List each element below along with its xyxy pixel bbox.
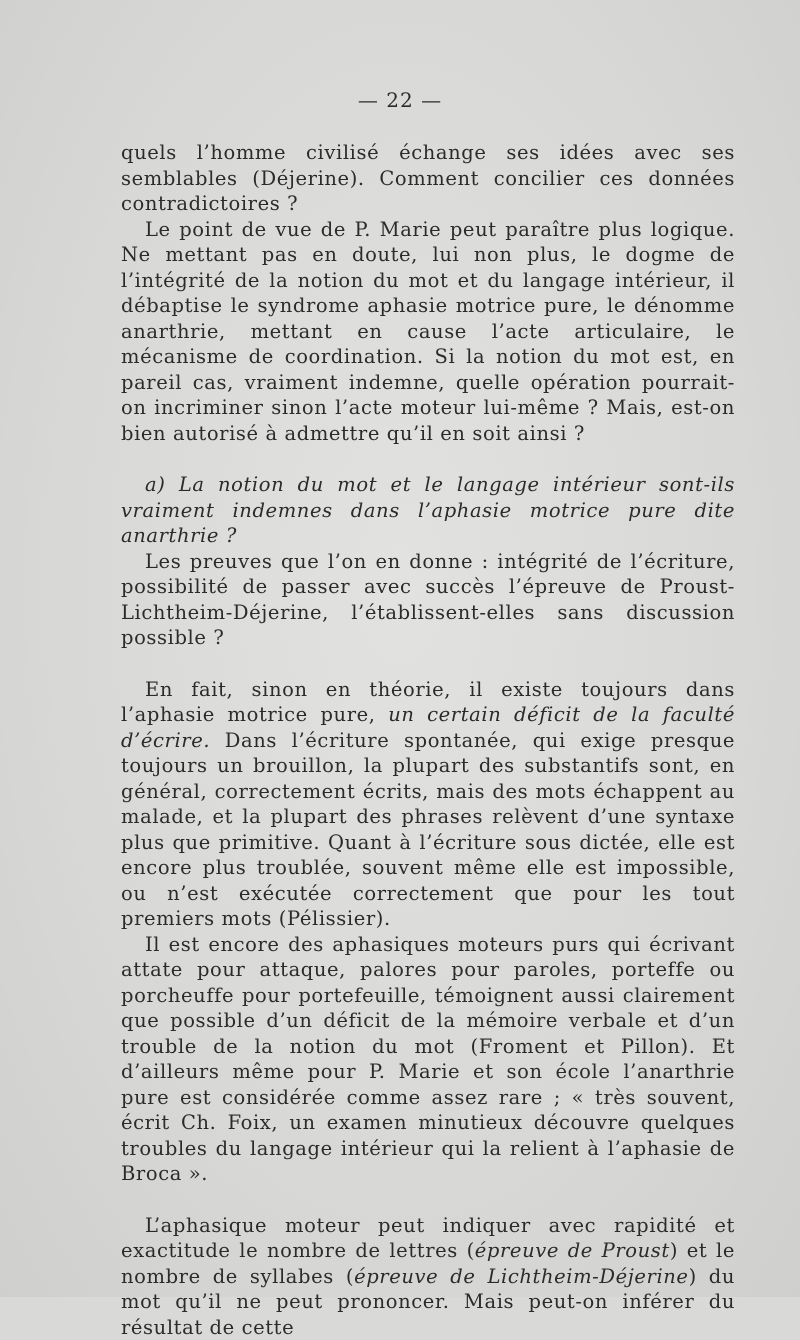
epreuve-lichtheim: épreuve de Lichtheim-Déjerine <box>354 1265 689 1288</box>
paragraph-en-fait-end: Dans l’écriture spontanée, qui exige presque toujours un brouillon, la plupart des substantifs sont, en général, correctement écrits, mais des mots échappent au malade, et la plupart des phrases relèvent d’une syntaxe plus que primitive. Quant à l’écriture sous dictée, elle est encore plus troublée, souvent même elle est impossible, ou n’est exécutée correctement que pour les tout premiers mots (Pélissier). <box>121 729 735 931</box>
body-text <box>121 140 735 1340</box>
section-heading <box>121 472 735 549</box>
epreuve-proust: épreuve de Proust <box>475 1239 670 1262</box>
paragraph-aphasique-c: ) du mot qu’il ne peut prononcer. Mais peut-on inférer du résultat de cette <box>121 1265 735 1339</box>
paragraph-en-fait-start: En fait, sinon en théorie, il existe toujours dans l’aphasie motrice pure, <box>121 678 735 727</box>
paragraph-continuation: quels l’homme civilisé échange ses idées avec ses semblables (Déjerine). Comment concilier ces données contradictoires ? <box>121 140 735 217</box>
paragraph-en-fait <box>121 677 735 932</box>
paragraph-aphasique-a: L’aphasique moteur peut indiquer avec rapidité et exactitude le nombre de lettres ( <box>121 1214 735 1263</box>
section-heading-text: a) La notion du mot et le langage intérieur sont-ils vraiment indemnes dans l’aphasie motrice pure dite anarthrie ? <box>121 473 735 547</box>
paragraph-aphasiques: Il est encore des aphasiques moteurs purs qui écrivant attate pour attaque, palores pour paroles, porteffe ou porcheuffe pour portefeuille, témoignent aussi clairement que possible d’un déficit de la mémoire verbale et d’un trouble de la notion du mot (Froment et Pillon). Et d’ailleurs même pour P. Marie et son école l’anarthrie pure est considérée comme assez rare ; « très souvent, écrit Ch. Foix, un examen minutieux découvre quelques troubles du langage intérieur qui la relient à l’aphasie de Broca ». <box>121 932 735 1187</box>
paragraph-aphasique-b: ) et le nombre de syllabes ( <box>121 1239 735 1288</box>
paragraph-en-fait-emphasis: un certain déficit de la faculté d’écrire. <box>121 703 735 752</box>
paragraph-aphasique-moteur <box>121 1213 735 1340</box>
paragraph-preuves: Les preuves que l’on en donne : intégrité de l’écriture, possibilité de passer avec succès l’épreuve de Proust-Lichtheim-Déjerine, l’établissent-elles sans discussion possible ? <box>121 549 735 651</box>
page-number: — 22 — <box>0 88 800 112</box>
paragraph-marie: Le point de vue de P. Marie peut paraître plus logique. Ne mettant pas en doute, lui non plus, le dogme de l’intégrité de la notion du mot et du langage intérieur, il débaptise le syndrome aphasie motrice pure, le dénomme anarthrie, mettant en cause l’acte articulaire, le mécanisme de coordination. Si la notion du mot est, en pareil cas, vraiment indemne, quelle opération pourrait-on incriminer sinon l’acte moteur lui-même ? Mais, est-on bien autorisé à admettre qu’il en soit ainsi ? <box>121 217 735 447</box>
